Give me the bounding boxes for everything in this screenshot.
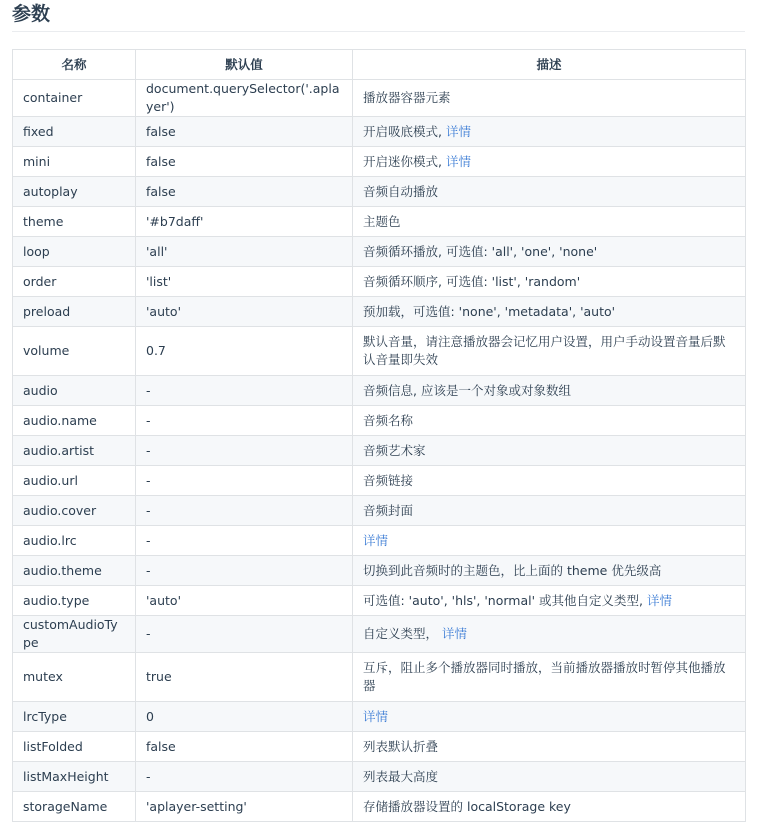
param-default: - bbox=[136, 762, 353, 792]
param-default: - bbox=[136, 556, 353, 586]
description-text: 音频信息, 应该是一个对象或对象数组 bbox=[363, 382, 571, 398]
details-link[interactable]: 详情 bbox=[445, 123, 471, 139]
param-name: storageName bbox=[13, 792, 136, 822]
description-text: 音频链接 bbox=[363, 472, 414, 488]
param-name: order bbox=[13, 267, 136, 297]
description-text: 开启迷你模式, bbox=[363, 153, 442, 169]
description-text: 主题色 bbox=[363, 213, 401, 229]
table-body bbox=[13, 80, 746, 822]
param-name: audio.type bbox=[13, 586, 136, 616]
table-row bbox=[13, 526, 746, 556]
table-row bbox=[13, 117, 746, 147]
param-default: 'list' bbox=[136, 267, 353, 297]
param-description bbox=[353, 327, 746, 376]
param-default: false bbox=[136, 117, 353, 147]
details-link[interactable]: 详情 bbox=[646, 592, 672, 608]
param-description bbox=[353, 207, 746, 237]
param-default: 0.7 bbox=[136, 327, 353, 376]
param-name: fixed bbox=[13, 117, 136, 147]
param-name: preload bbox=[13, 297, 136, 327]
table-header-row bbox=[13, 50, 746, 80]
details-link[interactable]: 详情 bbox=[363, 532, 389, 548]
param-default: 'all' bbox=[136, 237, 353, 267]
param-default: - bbox=[136, 526, 353, 556]
param-description bbox=[353, 496, 746, 526]
table-row bbox=[13, 496, 746, 526]
param-description bbox=[353, 586, 746, 616]
param-description bbox=[353, 732, 746, 762]
param-name: audio.theme bbox=[13, 556, 136, 586]
param-name: audio.name bbox=[13, 406, 136, 436]
param-name: listMaxHeight bbox=[13, 762, 136, 792]
description-text: 存储播放器设置的 localStorage key bbox=[363, 798, 571, 814]
table-row bbox=[13, 267, 746, 297]
param-description bbox=[353, 466, 746, 496]
params-table bbox=[12, 49, 746, 822]
param-name: theme bbox=[13, 207, 136, 237]
param-default: - bbox=[136, 436, 353, 466]
description-text: 开启吸底模式, bbox=[363, 123, 442, 139]
header-description: 描述 bbox=[353, 50, 746, 80]
param-default: - bbox=[136, 496, 353, 526]
param-name: customAudioType bbox=[13, 616, 136, 653]
param-default: - bbox=[136, 406, 353, 436]
description-text: 音频循环顺序, 可选值: 'list', 'random' bbox=[363, 273, 581, 289]
param-default: false bbox=[136, 177, 353, 207]
details-link[interactable]: 详情 bbox=[363, 708, 389, 724]
description-text: 列表最大高度 bbox=[363, 768, 439, 784]
table-row bbox=[13, 792, 746, 822]
param-default: false bbox=[136, 147, 353, 177]
description-text: 音频封面 bbox=[363, 502, 414, 518]
table-row bbox=[13, 237, 746, 267]
param-description bbox=[353, 653, 746, 702]
description-text: 默认音量，请注意播放器会记忆用户设置，用户手动设置音量后默认音量即失效 bbox=[363, 334, 726, 367]
description-text: 播放器容器元素 bbox=[363, 90, 451, 105]
param-description bbox=[353, 406, 746, 436]
param-description bbox=[353, 436, 746, 466]
param-name: audio.lrc bbox=[13, 526, 136, 556]
param-name: listFolded bbox=[13, 732, 136, 762]
param-name: mutex bbox=[13, 653, 136, 702]
param-default: '#b7daff' bbox=[136, 207, 353, 237]
param-description bbox=[353, 556, 746, 586]
param-description bbox=[353, 376, 746, 406]
header-name: 名称 bbox=[13, 50, 136, 80]
param-description bbox=[353, 237, 746, 267]
table-row bbox=[13, 466, 746, 496]
description-text: 音频艺术家 bbox=[363, 442, 426, 458]
param-default: 0 bbox=[136, 702, 353, 732]
table-row bbox=[13, 376, 746, 406]
table-row bbox=[13, 616, 746, 653]
table-row bbox=[13, 762, 746, 792]
param-name: autoplay bbox=[13, 177, 136, 207]
description-text: 列表默认折叠 bbox=[363, 738, 439, 754]
description-text: 可选值: 'auto', 'hls', 'normal' 或其他自定义类型, bbox=[363, 592, 643, 608]
section-title: 参数 bbox=[12, 0, 745, 32]
table-row bbox=[13, 556, 746, 586]
table-row bbox=[13, 436, 746, 466]
table-row bbox=[13, 147, 746, 177]
description-text: 音频名称 bbox=[363, 412, 414, 428]
description-text: 互斥，阻止多个播放器同时播放，当前播放器播放时暂停其他播放器 bbox=[363, 660, 726, 693]
description-text: 音频循环播放, 可选值: 'all', 'one', 'none' bbox=[363, 243, 598, 259]
header-default: 默认值 bbox=[136, 50, 353, 80]
param-description bbox=[353, 792, 746, 822]
table-row bbox=[13, 586, 746, 616]
param-description bbox=[353, 762, 746, 792]
param-name: audio.artist bbox=[13, 436, 136, 466]
description-text: 预加载，可选值: 'none', 'metadata', 'auto' bbox=[363, 303, 616, 319]
description-text: 切换到此音频时的主题色，比上面的 theme 优先级高 bbox=[363, 562, 662, 578]
param-description bbox=[353, 702, 746, 732]
table-row bbox=[13, 732, 746, 762]
param-default: - bbox=[136, 376, 353, 406]
param-default: - bbox=[136, 616, 353, 653]
table-row bbox=[13, 80, 746, 117]
param-description bbox=[353, 80, 746, 117]
param-name: audio.cover bbox=[13, 496, 136, 526]
table-row bbox=[13, 702, 746, 732]
param-name: container bbox=[13, 80, 136, 117]
param-description bbox=[353, 297, 746, 327]
description-text: 音频自动播放 bbox=[363, 183, 439, 199]
param-default: 'auto' bbox=[136, 586, 353, 616]
param-name: loop bbox=[13, 237, 136, 267]
param-name: mini bbox=[13, 147, 136, 177]
details-link[interactable]: 详情 bbox=[442, 626, 468, 641]
param-description bbox=[353, 616, 746, 653]
param-description bbox=[353, 147, 746, 177]
param-name: volume bbox=[13, 327, 136, 376]
table-row bbox=[13, 177, 746, 207]
param-default: false bbox=[136, 732, 353, 762]
param-default: 'aplayer-setting' bbox=[136, 792, 353, 822]
details-link[interactable]: 详情 bbox=[445, 153, 471, 169]
table-row bbox=[13, 327, 746, 376]
param-name: audio bbox=[13, 376, 136, 406]
table-row bbox=[13, 207, 746, 237]
param-description bbox=[353, 117, 746, 147]
table-row bbox=[13, 297, 746, 327]
description-text: 自定义类型， bbox=[363, 626, 439, 641]
param-name: lrcType bbox=[13, 702, 136, 732]
param-name: audio.url bbox=[13, 466, 136, 496]
param-default: 'auto' bbox=[136, 297, 353, 327]
table-row bbox=[13, 653, 746, 702]
param-default: document.querySelector('.aplayer') bbox=[136, 80, 353, 117]
param-description bbox=[353, 177, 746, 207]
param-default: true bbox=[136, 653, 353, 702]
table-row bbox=[13, 406, 746, 436]
param-description bbox=[353, 526, 746, 556]
param-description bbox=[353, 267, 746, 297]
param-default: - bbox=[136, 466, 353, 496]
